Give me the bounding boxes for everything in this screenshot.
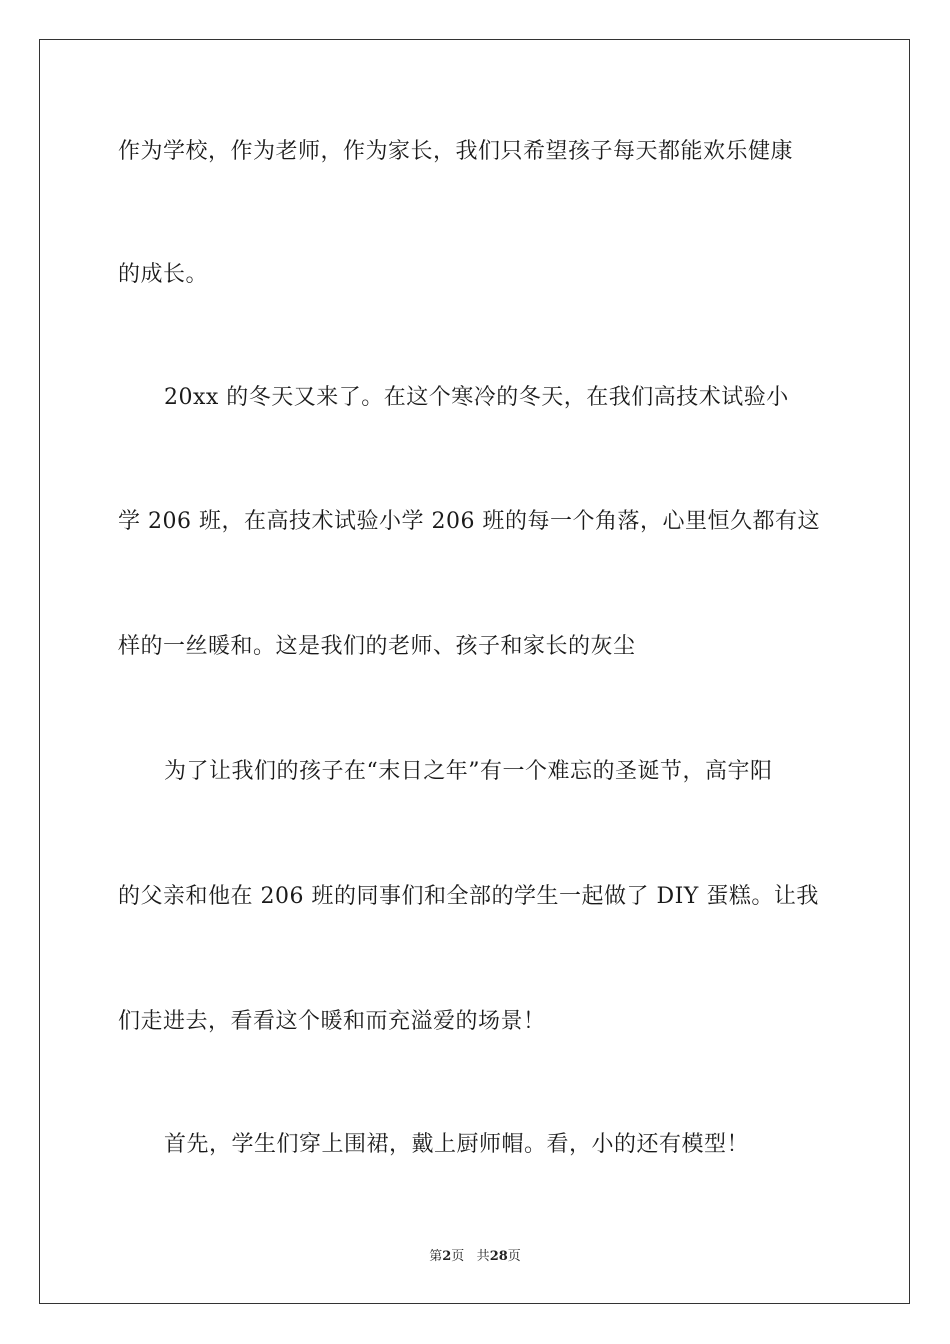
page-frame [39, 39, 910, 1304]
paragraph-start-line: 20xx 的冬天又来了。在这个寒冷的冬天，在我们高技术试验小 [164, 385, 789, 410]
total-prefix: 共 [476, 1249, 490, 1264]
total-suffix: 页 [507, 1249, 521, 1264]
page-suffix: 页 [451, 1249, 465, 1264]
body-text-line: 们走进去，看看这个暖和而充溢爱的场景！ [118, 1009, 546, 1034]
paragraph-start-line: 首先，学生们穿上围裙，戴上厨师帽。看，小的还有模型！ [164, 1132, 750, 1157]
paragraph-start-line: 为了让我们的孩子在“末日之年”有一个难忘的圣诞节，高宇阳 [164, 759, 773, 784]
body-text-line: 学 206 班，在高技术试验小学 206 班的每一个角落，心里恒久都有这 [118, 509, 820, 534]
body-text-line: 的成长。 [118, 262, 209, 287]
body-text-line: 的父亲和他在 206 班的同事们和全部的学生一起做了 DIY 蛋糕。让我 [118, 884, 819, 909]
total-pages-number: 28 [489, 1249, 508, 1264]
page-footer [0, 1248, 950, 1266]
body-text-line: 作为学校，作为老师，作为家长，我们只希望孩子每天都能欢乐健康 [118, 139, 794, 164]
page-prefix: 第 [429, 1249, 443, 1264]
body-text-line: 样的一丝暖和。这是我们的老师、孩子和家长的灰尘 [118, 634, 636, 659]
current-page-number: 2 [442, 1249, 452, 1264]
